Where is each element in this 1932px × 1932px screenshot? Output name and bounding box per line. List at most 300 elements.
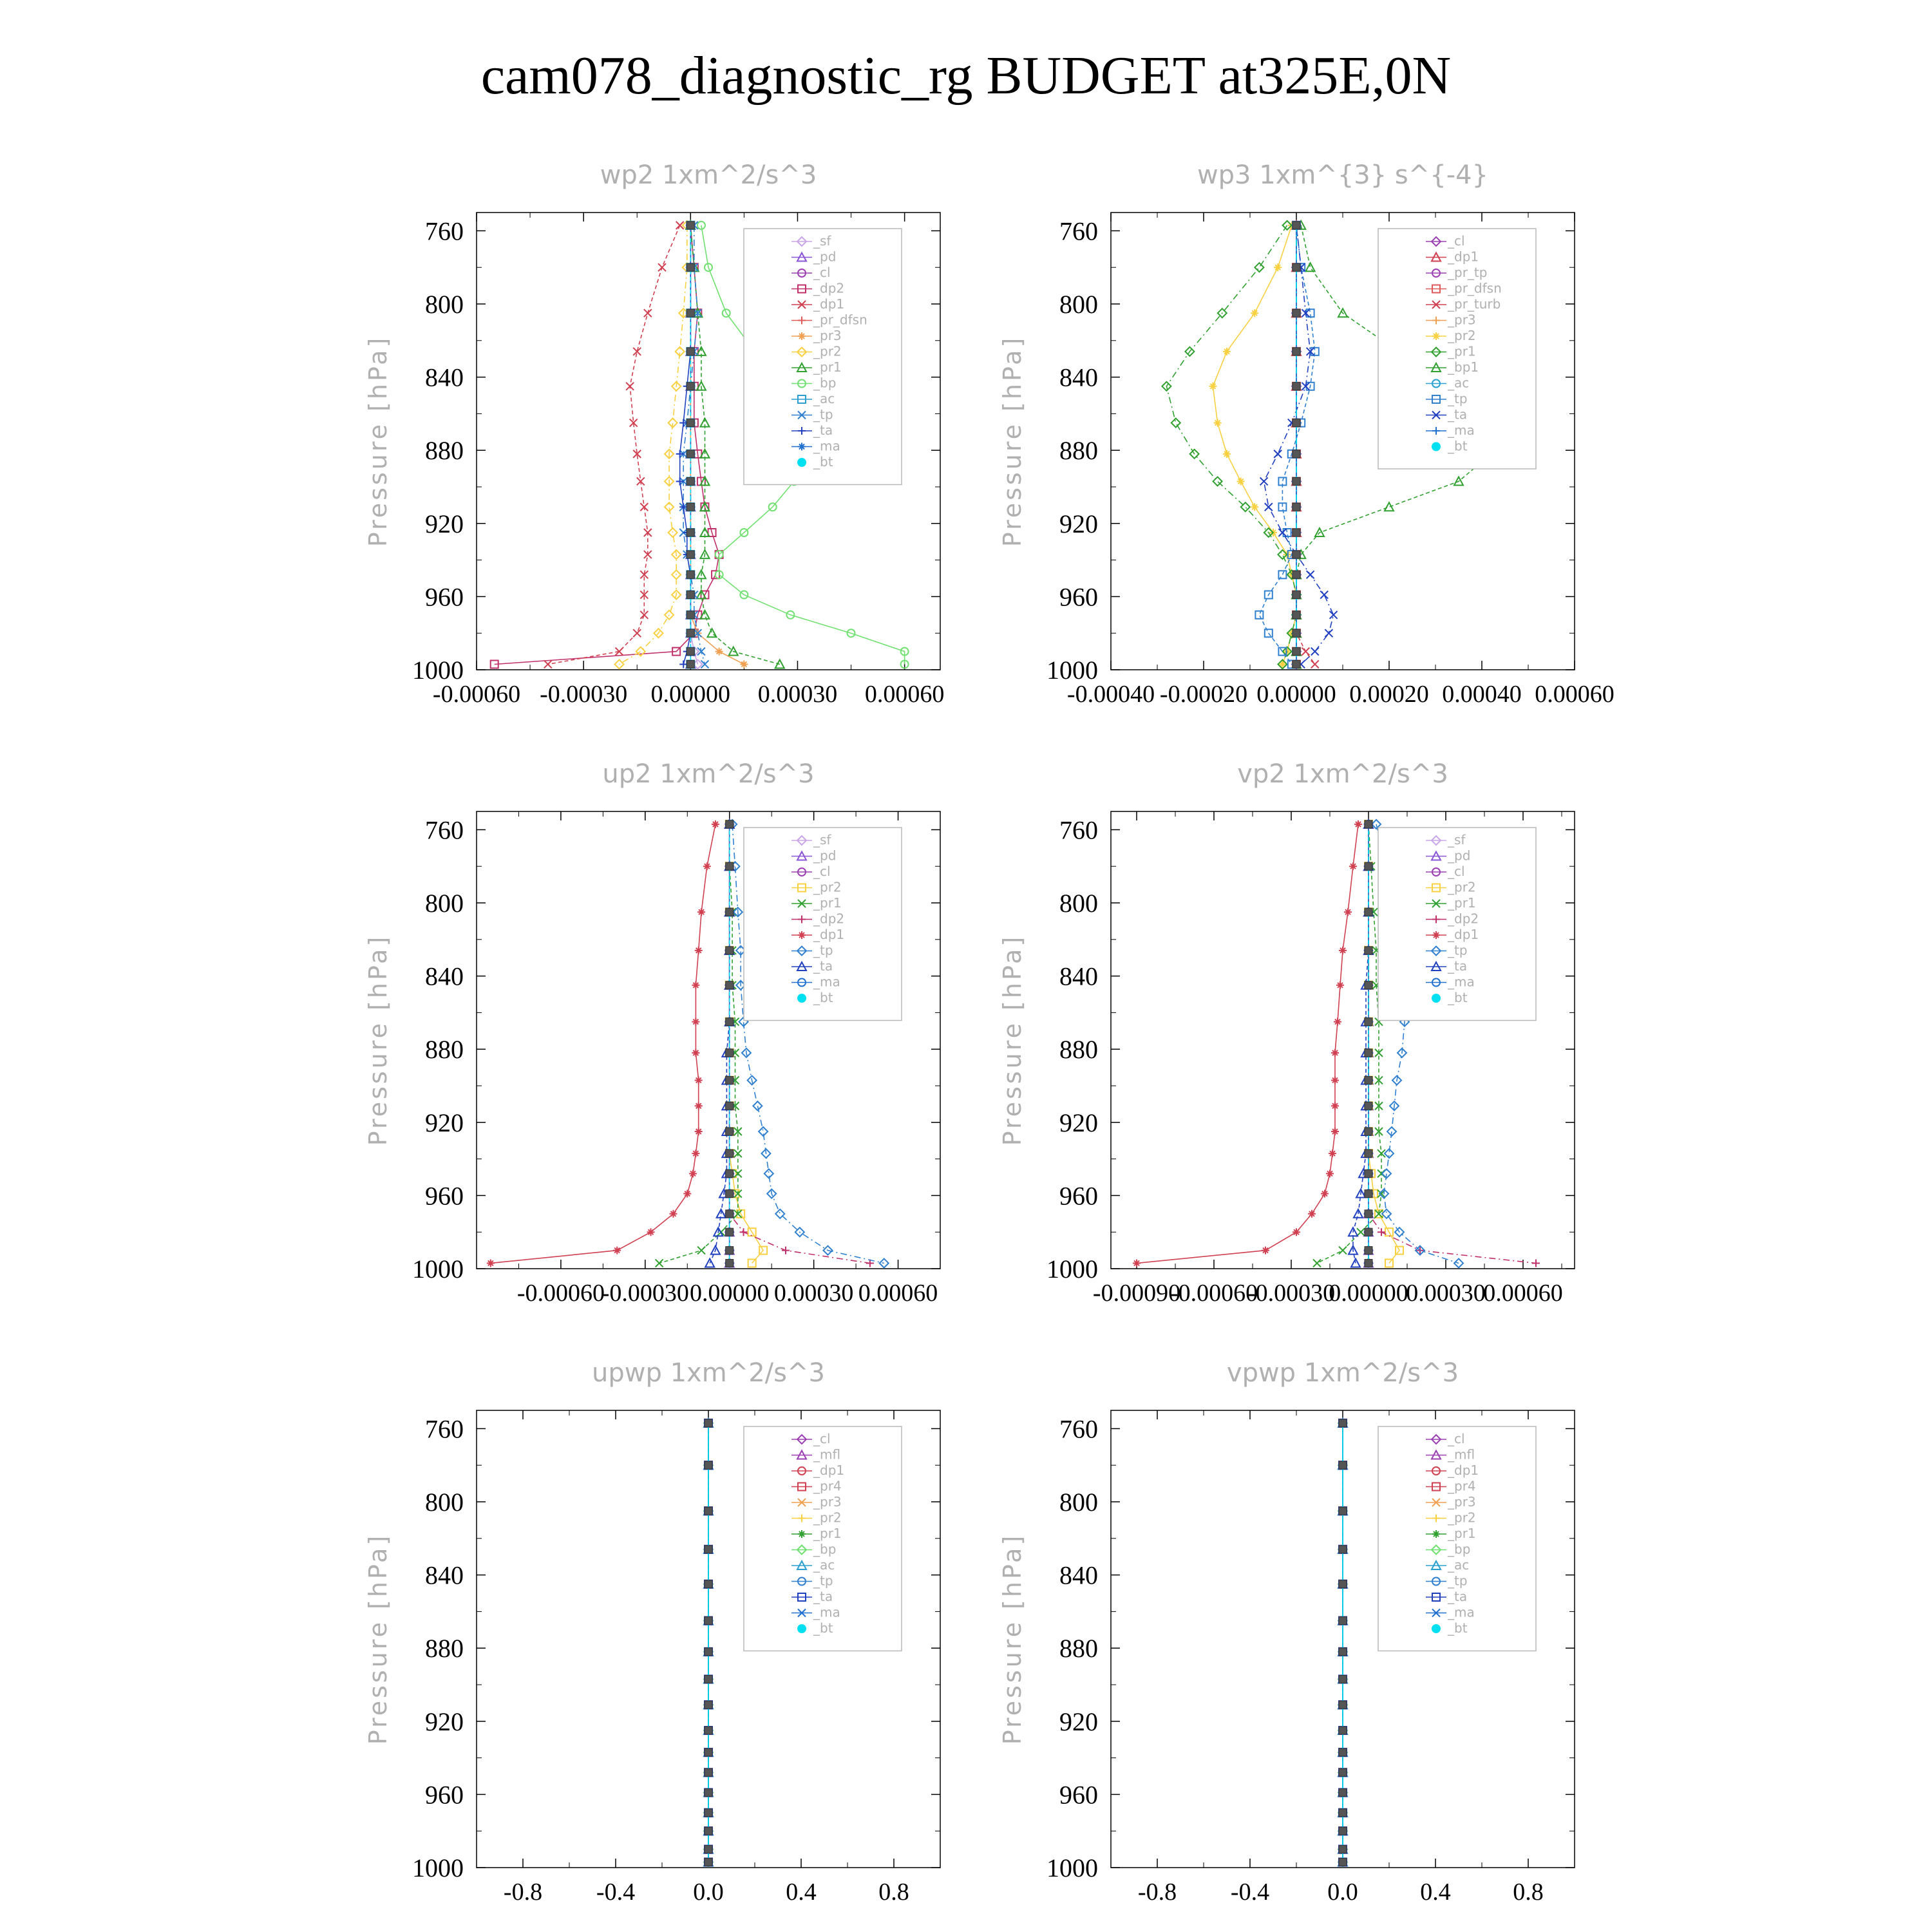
y-tick-label: 840 — [1059, 961, 1098, 991]
legend-entry: _mfl — [813, 1446, 841, 1463]
data-point — [689, 1170, 697, 1177]
y-axis-label: Pressure [hPa] — [364, 335, 392, 547]
legend-entry: _ma — [813, 974, 840, 990]
data-point — [1334, 1018, 1341, 1026]
legend — [1378, 828, 1536, 1021]
data-point — [1385, 502, 1394, 511]
data-point — [695, 1128, 703, 1135]
data-point — [676, 450, 684, 458]
data-point — [1262, 1247, 1269, 1255]
y-tick-label: 920 — [1059, 1108, 1098, 1137]
data-point — [1365, 947, 1372, 954]
legend-entry: _bt — [813, 990, 833, 1005]
data-point — [1365, 1247, 1372, 1255]
data-point — [1339, 1809, 1347, 1817]
legend — [744, 1426, 902, 1651]
data-point — [1365, 1128, 1372, 1135]
data-point — [1293, 348, 1300, 355]
data-point — [697, 908, 705, 916]
data-point — [726, 947, 734, 954]
legend-entry: _bt — [813, 1620, 833, 1636]
data-point — [687, 648, 694, 656]
legend-entry: _ta — [813, 958, 833, 974]
legend-entry: _ta — [1448, 1589, 1468, 1604]
data-point — [1307, 571, 1314, 578]
data-point — [1223, 450, 1231, 458]
data-point — [544, 660, 552, 668]
x-tick-label: 0.00060 — [864, 681, 945, 708]
y-tick-label: 960 — [425, 1780, 464, 1810]
data-point — [1237, 477, 1245, 485]
y-tick-label: 760 — [1059, 216, 1098, 246]
data-point — [1336, 981, 1344, 989]
data-point — [658, 263, 666, 271]
data-point — [726, 1228, 734, 1236]
chart-title: wp3 1xm^{3} s^{-4} — [1197, 160, 1489, 190]
data-point — [1365, 1190, 1372, 1198]
data-point — [1365, 1259, 1372, 1267]
legend-entry: _pr3 — [813, 328, 842, 343]
data-point — [726, 908, 734, 916]
x-tick-label: -0.00030 — [540, 681, 628, 708]
data-point — [1339, 1748, 1347, 1756]
series-line_dp2 — [495, 225, 719, 665]
data-point — [683, 1190, 691, 1198]
data-point — [687, 222, 694, 229]
data-point — [687, 419, 694, 427]
data-point — [753, 1101, 762, 1110]
y-tick-label: 960 — [425, 1181, 464, 1211]
data-point — [1293, 450, 1300, 458]
x-tick-label: 0.00060 — [858, 1280, 938, 1307]
data-point — [1365, 981, 1372, 989]
data-point — [705, 1507, 712, 1515]
legend-entry: _dp1 — [1448, 249, 1479, 265]
y-tick-label: 880 — [425, 1035, 464, 1065]
y-tick-label: 840 — [425, 363, 464, 392]
page-title: cam078_diagnostic_rg BUDGET at325E,0N — [480, 46, 1452, 106]
data-point — [633, 629, 641, 637]
x-tick-label: -0.00060 — [516, 1280, 605, 1307]
x-tick-label: -0.00060 — [1170, 1280, 1258, 1307]
series-group — [704, 1419, 713, 1867]
legend-entry: _tp — [813, 1573, 833, 1589]
legend-marker — [797, 1624, 806, 1633]
legend-entry: _sf — [1448, 832, 1466, 848]
data-point — [1293, 263, 1300, 271]
data-point — [1313, 1259, 1321, 1267]
data-point — [1532, 1259, 1540, 1267]
legend-entry: _dp2 — [813, 280, 845, 296]
legend-marker — [797, 458, 806, 467]
data-point — [1331, 1076, 1339, 1084]
chart-panel — [998, 759, 1575, 1307]
y-axis-label: Pressure [hPa] — [998, 934, 1027, 1146]
y-tick-label: 960 — [1059, 1780, 1098, 1810]
data-point — [726, 1259, 734, 1267]
legend-entry: _bp — [813, 1541, 837, 1557]
y-tick-label: 840 — [1059, 363, 1098, 392]
data-point — [687, 629, 694, 637]
legend-entry: _ma — [1448, 1604, 1475, 1620]
legend-entry: _mfl — [1448, 1446, 1475, 1463]
legend-entry: _pr2 — [813, 879, 842, 895]
x-tick-label: 0.00000 — [650, 681, 731, 708]
legend-entry: _pr_dfsn — [1448, 280, 1502, 296]
legend-entry: _pr1 — [813, 359, 842, 375]
x-tick-label: 0.8 — [878, 1879, 909, 1906]
data-point — [1293, 309, 1300, 317]
data-point — [705, 1727, 712, 1734]
data-point — [1325, 629, 1332, 637]
data-point — [687, 611, 694, 619]
y-tick-label: 840 — [1059, 1560, 1098, 1590]
data-point — [726, 1049, 734, 1057]
data-point — [1339, 1789, 1347, 1797]
legend-entry: _ta — [1448, 958, 1468, 974]
data-point — [695, 1102, 703, 1110]
data-point — [687, 503, 694, 511]
legend — [1378, 229, 1536, 469]
data-point — [656, 1259, 663, 1267]
data-point — [1344, 908, 1352, 916]
y-tick-label: 920 — [425, 509, 464, 538]
data-point — [633, 348, 641, 355]
data-point — [705, 1675, 712, 1683]
data-point — [1349, 862, 1357, 870]
x-tick-label: -0.00020 — [1159, 681, 1248, 708]
data-point — [1365, 1102, 1372, 1110]
data-point — [1365, 1049, 1372, 1057]
legend-entry: _dp2 — [813, 911, 845, 927]
data-point — [1365, 862, 1372, 870]
data-point — [692, 1150, 699, 1157]
legend-entry: _ta — [813, 1589, 833, 1604]
x-tick-label: -0.8 — [1137, 1879, 1177, 1906]
data-point — [1339, 1580, 1347, 1588]
legend-entry: _bt — [1448, 438, 1468, 454]
legend-entry: _ta — [1448, 406, 1468, 422]
data-point — [1293, 419, 1300, 427]
data-point — [1293, 383, 1300, 390]
data-point — [1209, 383, 1217, 390]
legend-entry: _dp1 — [1448, 1463, 1479, 1478]
data-point — [712, 820, 719, 828]
y-tick-label: 1000 — [412, 1255, 464, 1283]
data-point — [687, 660, 694, 668]
y-tick-label: 1000 — [412, 1853, 464, 1882]
data-point — [1365, 820, 1372, 828]
data-point — [726, 1190, 734, 1198]
data-point — [782, 1247, 790, 1255]
y-tick-label: 760 — [425, 1414, 464, 1444]
data-point — [740, 1228, 748, 1236]
data-point — [726, 1247, 734, 1255]
data-point — [695, 947, 703, 954]
data-point — [1293, 660, 1300, 668]
y-tick-label: 880 — [425, 436, 464, 466]
legend-marker — [797, 994, 806, 1003]
y-tick-label: 1000 — [1046, 656, 1098, 685]
y-tick-label: 1000 — [1046, 1255, 1098, 1283]
data-point — [705, 1580, 712, 1588]
y-tick-label: 920 — [425, 1108, 464, 1137]
x-tick-label: -0.00030 — [1247, 1280, 1336, 1307]
data-point — [692, 1049, 699, 1057]
data-point — [687, 477, 694, 485]
legend-entry: _pr1 — [813, 1526, 842, 1541]
legend-entry: _cl — [1448, 864, 1465, 879]
data-point — [1293, 503, 1300, 511]
legend-entry: _pr4 — [1448, 1478, 1476, 1494]
data-point — [726, 820, 734, 828]
data-point — [1311, 648, 1319, 656]
data-point — [1302, 648, 1309, 656]
legend-entry: _pr1 — [1448, 343, 1476, 359]
legend-entry: _pr2 — [1448, 1510, 1476, 1526]
data-point — [1330, 611, 1338, 619]
legend-entry: _pr1 — [1448, 1526, 1476, 1541]
x-tick-label: 0.0 — [1327, 1879, 1358, 1906]
data-point — [1320, 591, 1328, 599]
legend-entry: _pr_tp — [1448, 265, 1488, 280]
y-tick-label: 880 — [1059, 436, 1098, 466]
x-tick-label: 0.00000 — [689, 1280, 770, 1307]
data-point — [1293, 529, 1300, 536]
x-tick-label: 0.4 — [786, 1879, 817, 1906]
legend-entry: _cl — [1448, 1431, 1465, 1446]
data-point — [687, 309, 694, 317]
y-tick-label: 800 — [425, 290, 464, 319]
data-point — [726, 1170, 734, 1177]
data-point — [726, 1150, 734, 1157]
data-point — [692, 1018, 699, 1026]
data-point — [1339, 1648, 1347, 1656]
data-point — [697, 1247, 705, 1255]
data-point — [1293, 551, 1300, 558]
y-tick-label: 760 — [1059, 1414, 1098, 1444]
legend-entry: _tp — [813, 942, 833, 958]
data-point — [687, 383, 694, 390]
x-tick-label: 0.00040 — [1442, 681, 1522, 708]
data-point — [1293, 222, 1300, 229]
data-point — [676, 477, 684, 485]
legend-entry: _cl — [813, 1431, 831, 1446]
data-point — [1293, 648, 1300, 656]
legend — [1378, 1426, 1536, 1651]
data-point — [1365, 1150, 1372, 1157]
data-point — [726, 1210, 734, 1218]
chart-panel — [364, 759, 940, 1307]
x-tick-label: -0.4 — [596, 1879, 636, 1906]
y-axis-label: Pressure [hPa] — [364, 934, 392, 1146]
data-point — [613, 1247, 621, 1255]
data-point — [1339, 1701, 1347, 1709]
data-point — [1171, 419, 1180, 428]
legend-entry: _tp — [1448, 1573, 1468, 1589]
series-group — [1338, 1419, 1347, 1867]
data-point — [740, 660, 748, 668]
x-tick-label: 0.00030 — [773, 1280, 854, 1307]
x-tick-label: 0.0 — [693, 1879, 724, 1906]
data-point — [1339, 947, 1347, 954]
legend — [744, 828, 902, 1021]
y-tick-label: 760 — [1059, 815, 1098, 845]
x-tick-label: 0.00020 — [1349, 681, 1429, 708]
chart-panel — [364, 160, 944, 708]
data-point — [880, 1258, 889, 1267]
legend-entry: _pr2 — [1448, 879, 1476, 895]
x-tick-label: 0.00000 — [1256, 681, 1336, 708]
legend-entry: _pr2 — [1448, 328, 1476, 343]
data-point — [1331, 1049, 1339, 1057]
data-point — [705, 1858, 712, 1866]
data-point — [726, 862, 734, 870]
chart-panel — [364, 1358, 940, 1906]
legend-entry: _ac — [813, 391, 835, 406]
y-tick-label: 760 — [425, 216, 464, 246]
legend-entry: _bp — [813, 375, 837, 391]
legend-entry: _cl — [813, 265, 831, 280]
y-tick-label: 880 — [425, 1634, 464, 1663]
data-point — [1293, 591, 1300, 599]
data-point — [1339, 1727, 1347, 1734]
data-point — [1339, 1858, 1347, 1866]
series-line_pr2 — [1213, 225, 1296, 665]
legend-entry: _ac — [1448, 375, 1470, 391]
y-tick-label: 920 — [1059, 509, 1098, 538]
data-point — [705, 1827, 712, 1835]
legend-entry: _tp — [1448, 942, 1468, 958]
data-point — [1278, 529, 1286, 536]
data-point — [1321, 1190, 1329, 1198]
data-point — [1365, 1210, 1372, 1218]
data-point — [1133, 1259, 1141, 1267]
data-point — [703, 862, 711, 870]
legend-marker — [1432, 442, 1441, 451]
data-point — [705, 1648, 712, 1656]
y-tick-label: 920 — [425, 1707, 464, 1736]
data-point — [1339, 1768, 1347, 1776]
legend-entry: _pr2 — [813, 1510, 842, 1526]
series-line_dp1 — [491, 824, 715, 1264]
data-point — [687, 529, 694, 536]
data-point — [1329, 1150, 1336, 1157]
data-point — [1306, 263, 1315, 271]
data-point — [1365, 1076, 1372, 1084]
x-tick-label: 0.4 — [1420, 1879, 1451, 1906]
y-axis-label: Pressure [hPa] — [998, 335, 1027, 547]
data-point — [687, 263, 694, 271]
data-point — [1326, 1170, 1334, 1177]
data-point — [1339, 1461, 1347, 1469]
legend-entry: _dp1 — [813, 1463, 845, 1478]
legend-entry: _ma — [813, 1604, 840, 1620]
legend-entry: _pr3 — [1448, 1494, 1476, 1510]
legend-entry: _dp2 — [1448, 911, 1479, 927]
legend-entry: _pd — [813, 848, 837, 864]
data-point — [1255, 611, 1263, 619]
legend-entry: _bp1 — [1448, 359, 1479, 375]
legend-marker — [1432, 1624, 1441, 1633]
data-point — [1339, 1247, 1347, 1255]
data-point — [692, 981, 699, 989]
data-point — [1339, 1675, 1347, 1683]
x-tick-label: 0.00060 — [1535, 681, 1615, 708]
legend-entry: _pr_turb — [1448, 296, 1501, 312]
legend-entry: _ma — [813, 438, 840, 454]
x-tick-label: 0.8 — [1513, 1879, 1544, 1906]
data-point — [705, 1748, 712, 1756]
legend-entry: _pr3 — [813, 1494, 842, 1510]
y-tick-label: 800 — [1059, 290, 1098, 319]
x-tick-label: -0.00030 — [601, 1280, 689, 1307]
y-tick-label: 960 — [1059, 1181, 1098, 1211]
y-axis-label: Pressure [hPa] — [364, 1533, 392, 1745]
data-point — [705, 1461, 712, 1469]
data-point — [1255, 263, 1264, 272]
x-tick-label: 0.00060 — [1483, 1280, 1563, 1307]
data-point — [705, 1789, 712, 1797]
legend-entry: _pr1 — [1448, 895, 1476, 911]
data-point — [726, 1018, 734, 1026]
chart-panel — [998, 1358, 1575, 1906]
y-tick-label: 800 — [425, 1488, 464, 1517]
chart-title: vp2 1xm^2/s^3 — [1237, 759, 1448, 789]
legend-entry: _pr1 — [813, 895, 842, 911]
y-tick-label: 840 — [425, 961, 464, 991]
y-tick-label: 960 — [425, 582, 464, 612]
data-point — [1354, 820, 1362, 828]
legend-entry: _ta — [813, 422, 833, 438]
data-point — [705, 1419, 712, 1427]
data-point — [1223, 348, 1231, 355]
chart-title: up2 1xm^2/s^3 — [602, 759, 815, 789]
legend-entry: _ac — [1448, 1557, 1470, 1573]
data-point — [726, 1076, 734, 1084]
data-point — [1339, 1617, 1347, 1625]
data-point — [1293, 571, 1300, 578]
data-point — [705, 1617, 712, 1625]
data-point — [705, 1701, 712, 1709]
data-point — [1251, 309, 1258, 317]
data-point — [687, 348, 694, 355]
legend-entry: _pd — [813, 249, 837, 265]
data-point — [1274, 450, 1282, 458]
data-point — [1339, 1546, 1347, 1553]
data-point — [734, 1170, 742, 1177]
x-tick-label: -0.8 — [503, 1879, 543, 1906]
y-tick-label: 760 — [425, 815, 464, 845]
series-line_pr1 — [1166, 225, 1296, 665]
data-point — [1260, 477, 1268, 485]
y-axis-label: Pressure [hPa] — [998, 1533, 1027, 1745]
legend-entry: _bt — [1448, 1620, 1468, 1636]
legend-entry: _tp — [813, 406, 833, 422]
data-point — [626, 383, 634, 390]
data-point — [1331, 1128, 1339, 1135]
panels-container — [364, 160, 1615, 1906]
legend-entry: _pr_dfsn — [813, 312, 867, 328]
data-point — [1339, 1846, 1347, 1853]
x-tick-label: -0.00040 — [1066, 681, 1155, 708]
data-point — [1339, 1419, 1347, 1427]
chart-panel — [998, 160, 1615, 708]
chart-title: wp2 1xm^2/s^3 — [600, 160, 817, 190]
y-tick-label: 800 — [1059, 1488, 1098, 1517]
data-point — [1331, 1102, 1339, 1110]
y-tick-label: 800 — [1059, 889, 1098, 918]
